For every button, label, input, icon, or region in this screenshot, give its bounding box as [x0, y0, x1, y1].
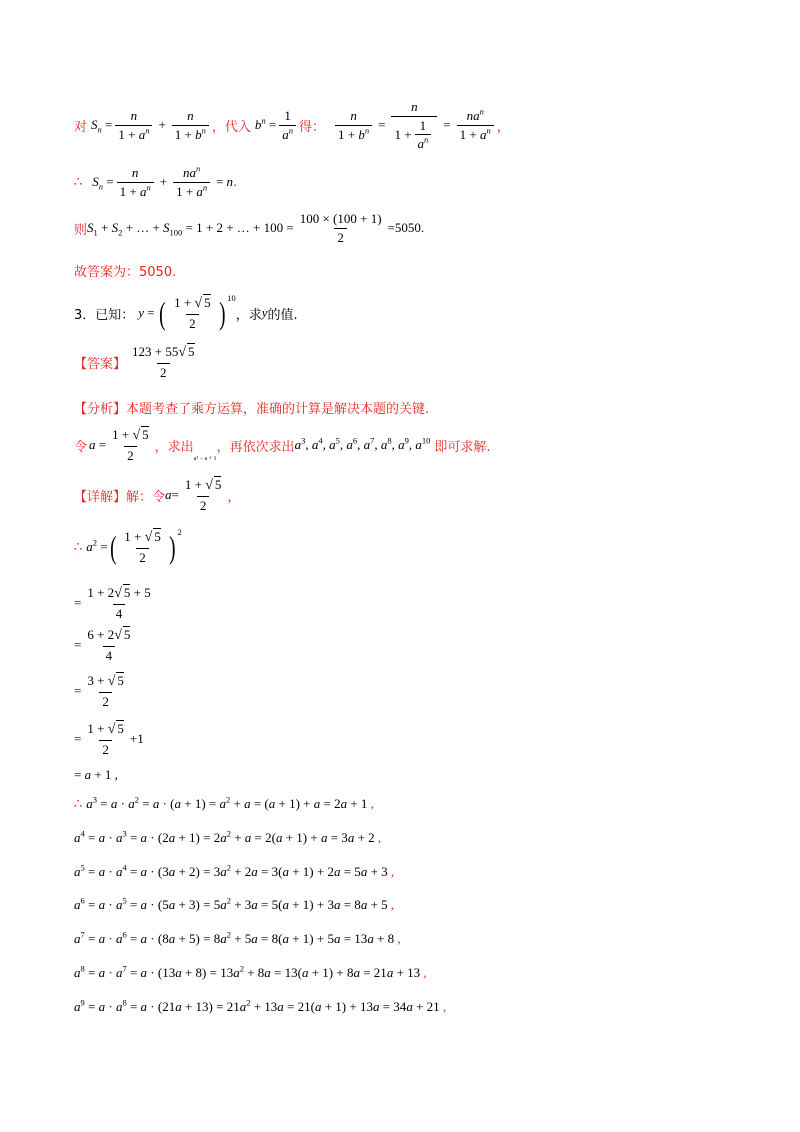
step-a7: $a^7 = a \cdot a^6 = a \cdot (8a + 5) = 8a^2 + 5a = 8(a + 1) + 5a = 13a + 8$ , — [74, 929, 401, 946]
question-number: 3．已知： — [74, 307, 135, 323]
detail-line: 【详解】解：令 a = $\frac{1 + √ 5}{2}$ ， — [74, 477, 241, 513]
step-3: = $\frac{6 + 2√ 5}{4}$ — [74, 627, 131, 663]
step-a9: $a^9 = a \cdot a^8 = a \cdot (21a + 13) = 21a^2 + 13a = 21(a + 1) + 13a = 34a + 21$ , — [74, 997, 447, 1014]
step-a8: $a^8 = a \cdot a^7 = a \cdot (13a + 8) = 13a^2 + 8a = 13(a + 1) + 8a = 21a + 13$ , — [74, 963, 427, 980]
step-a2: ∴ $a^2$ = ( $\frac{1 + √ 5}{2}$ ) 2 — [74, 527, 182, 566]
answer-label: 【答案】 — [74, 356, 127, 372]
step-4: = $\frac{3 + √ 5}{2}$ — [74, 673, 124, 709]
sn-result-line: ∴ $S_n$ = $\frac{n}{1 + a^n}$ + $\frac{na^n}{1 + a^n}$ = n . — [74, 163, 238, 199]
sum-value: 5050 — [394, 220, 421, 236]
sum-substitution-line: 对 $S_n$ = $\frac{n}{1 + a^n}$ + $\frac{n}{1 + b^n}$ ，代入 $b^n$ = $\frac{1}{a^n}$ 得： $\frac{n}{1 + b^n}$ = n 1 + $\frac{1}{a^n}$ = $\frac{na^n}{1 + a^n}$ ， — [74, 99, 510, 152]
approach-line: 令 a = $\frac{1 + √ 5}{2}$ ，求出 a² − a + 1 ，再依次求出 $a^3$, $a^4$, $a^5$, $a^6$, $a^7$, $a^8$, $a^9$, $a^{10}$ 即可求解. — [74, 427, 491, 463]
step-a5: $a^5 = a \cdot a^4 = a \cdot (3a + 2) = 3a^2 + 2a = 3(a + 1) + 2a = 5a + 3$ , — [74, 862, 395, 879]
step-a4: $a^4 = a \cdot a^3 = a \cdot (2a + 1) = 2a^2 + a = 2(a + 1) + a = 3a + 2$ , — [74, 828, 382, 845]
step-6: = a + 1 , — [74, 767, 118, 782]
answer-line: 【答案】 $\frac{123 + 55√ 5}{2}$ — [74, 344, 195, 380]
line-post: 得： — [299, 119, 326, 135]
detail-label: 【详解】解：令 — [74, 489, 166, 505]
step-2: = $\frac{1 + 2√ 5 + 5}{4}$ — [74, 585, 151, 621]
answer-statement: 故答案为：5050. — [74, 265, 177, 280]
line-mid: ，代入 — [211, 119, 251, 135]
step-a6: $a^6 = a \cdot a^5 = a \cdot (5a + 3) = 5a^2 + 3a = 5(a + 1) + 3a = 8a + 5$ , — [74, 895, 395, 912]
line-end: ， — [496, 119, 510, 135]
analysis-line: 【分析】本题考查了乘方运算，准确的计算是解决本题的关键. — [74, 402, 430, 417]
question-3: 3．已知： y = ( $\frac{1 + √ 5}{2}$ ) 10 ，求 y 的值. — [74, 293, 298, 332]
line-prefix: 对 — [74, 119, 88, 135]
therefore-sign: ∴ — [74, 174, 83, 190]
sum-total-line: 则 $S_1 + S_2$ + … + $S_{100} = 1 + 2$ + … + 100 = $\frac{100 \times (100 + 1)}{2}$ = 5050 . — [74, 211, 425, 245]
step-a3: ∴ $a^3 = a \cdot a^2 = a \cdot (a + 1) = a^2 + a = (a + 1) + a = 2a + 1$ , — [74, 794, 374, 812]
step-5: = $\frac{1 + √ 5}{2}$ +1 — [74, 721, 144, 757]
